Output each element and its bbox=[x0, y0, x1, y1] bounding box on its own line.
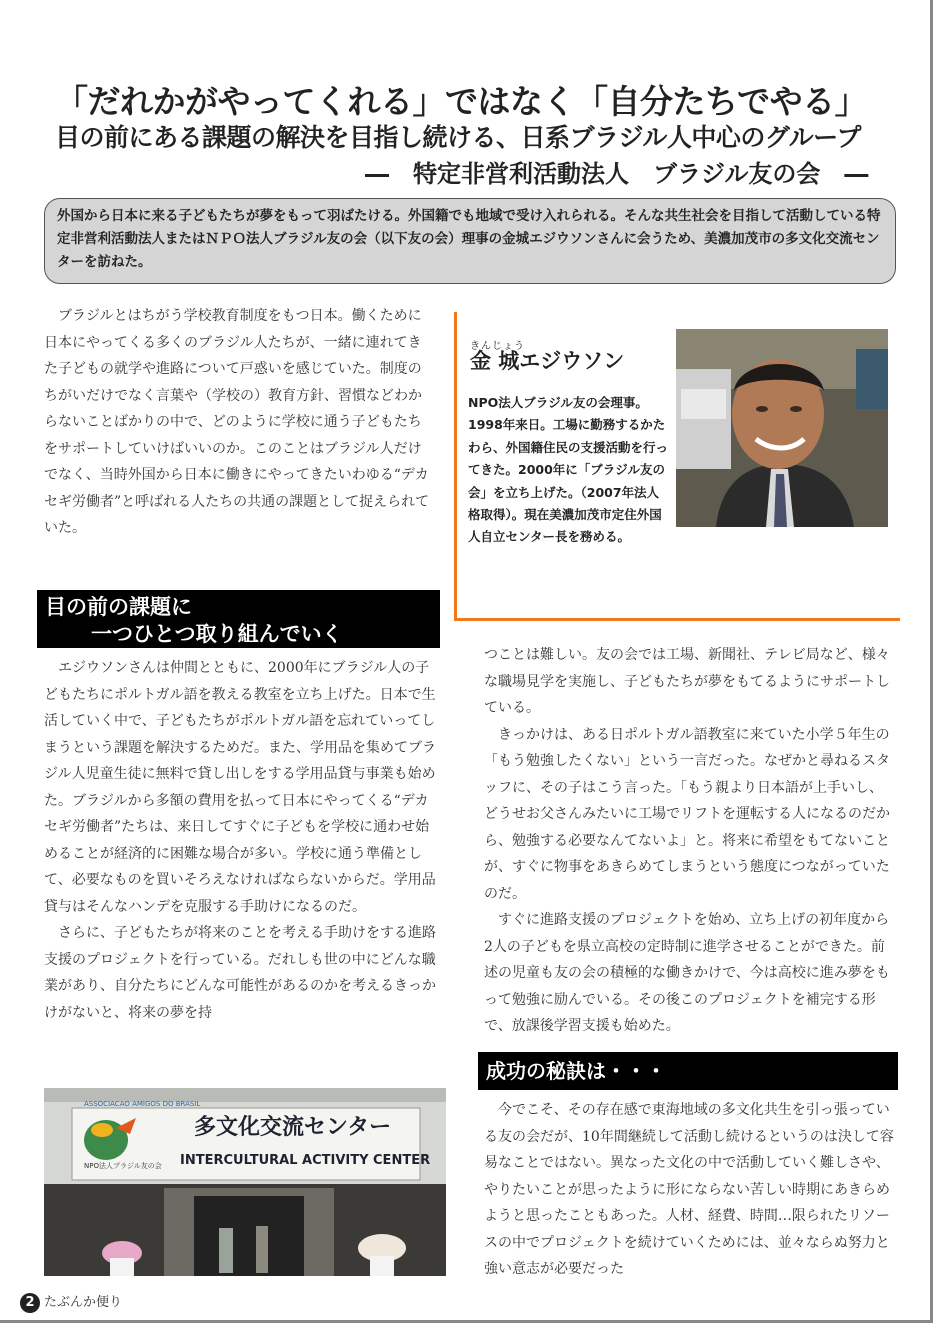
lead-box: 外国から日本に来る子どもたちが夢をもって羽ばたける。外国籍でも地域で受け入れられる。そんな共生社会を目指して活動している特定非営利活動法人またはＮＰＯ法人ブラジル友の会（以下友の会）理事の金城エジウソンさんに会うため、美濃加茂市の多文化交流センターを訪ねた。 bbox=[44, 198, 896, 284]
portrait-illustration bbox=[676, 329, 888, 527]
center-photo bbox=[44, 1088, 446, 1276]
intro-column bbox=[44, 303, 434, 542]
page-footer bbox=[20, 1291, 122, 1313]
sign-arc-text: ASSOCIACAO AMIGOS DO BRASIL bbox=[84, 1100, 201, 1108]
profile-divider-vertical bbox=[454, 312, 457, 620]
section-heading-line1: 目の前の課題に bbox=[45, 595, 192, 619]
center-illustration bbox=[44, 1088, 446, 1276]
profile-name: 金 城エジウソン bbox=[470, 349, 625, 373]
sign-sub-text: INTERCULTURAL ACTIVITY CENTER bbox=[180, 1153, 431, 1168]
paragraph: さらに、子どもたちが将来のことを考える手助けをする進路支援のプロジェクトを行っている。だれしも世の中にどんな職業があり、自分たちにどんな可能性があるのかを考えるきっかけがないと、将来の夢を持 bbox=[44, 925, 436, 1021]
sign-small-text: NPO法人ブラジル友の会 bbox=[84, 1162, 162, 1170]
paragraph: 今でこそ、その存在感で東海地域の多文化共生を引っ張っている友の会だが、10年間継続して活動し続けるというのは決して容易なことではない。異なった文化の中で活動していく難しさや、やりたいことが思ったように形にならない苦しい時期にあきらめようと思ったこともあった。人材、経費、時間…限られたリソースの中でプロジェクトを続けていくためには、並々ならぬ努力と強い意志が必要だった bbox=[484, 1102, 894, 1277]
organization-title: ― 特定非営利活動法人 ブラジル友の会 ― bbox=[365, 160, 869, 188]
paragraph: きっかけは、ある日ポルトガル語教室に来ていた小学５年生の「もう勉強したくない」という一言だった。なぜかと尋ねるスタッフに、その子はこう言った。「もう親より日本語が上手いし、どうせお父さんみたいに工場でリフトを運転する人になるのだから、勉強する必要なんてないよ」と。将来に希望をもてないことが、すぐに物事をあきらめてしまうという態度につながっていたのだ。 bbox=[484, 726, 890, 902]
portrait-photo bbox=[676, 329, 888, 527]
section-heading-secret: 成功の秘訣は・・・ bbox=[478, 1052, 898, 1090]
paragraph: エジウソンさんは仲間とともに、2000年にブラジル人の子どもたちにポルトガル語を教える教室を立ち上げた。日本で生活していく中で、子どもたちがポルトガル語を忘れていってしまうという課題を解決するためだ。また、学用品を集めてブラジル人児童生徒に無料で貸し出しをする学用品貸与事業も始めた。ブラジルから多額の費用を払って日本にやってくる“デカセギ労働者”たちは、来日してすぐに子どもを学校に通わせ始めることが経済的に困難な場合が多い。学校に通う準備として、必要なものを買いそろえなければならないからだ。学用品貸与はそんなハンデを克服する手助けになるのだ。 bbox=[44, 660, 436, 915]
publication-name: たぶんか便り bbox=[44, 1295, 123, 1310]
headline: 「だれかがやってくれる」ではなく「自分たちでやる」 bbox=[55, 82, 868, 121]
profile-name-ruby: きんじょう bbox=[470, 341, 525, 352]
paragraph: つことは難しい。友の会では工場、新聞社、テレビ局など、様々な職場見学を実施し、子どもたちが夢をもてるようにサポートしている。 bbox=[484, 647, 890, 716]
subheadline: 目の前にある課題の解決を目指し続ける、日系ブラジル人中心のグループ bbox=[55, 123, 861, 152]
section-heading-line2: 一つひとつ取り組んでいく bbox=[91, 622, 343, 646]
intro-paragraph: ブラジルとはちがう学校教育制度をもつ日本。働くために日本にやってくる多くのブラジル人たちが、一緒に連れてきた子どもの就学や進路について戸惑いを感じていた。制度のちがいだけでなく言葉や（学校の）教育方針、習慣などわからないことばかりの中で、どのように学校に通う子どもたちをサポートしていけばいいのか。このことはブラジル人だけでなく、当時外国から日本に働きにやってきたいわゆる“デカセギ労働者”と呼ばれる人たちの共通の課題として捉えられていた。 bbox=[44, 308, 430, 536]
section-heading-challenges bbox=[37, 590, 440, 648]
left-column bbox=[44, 655, 442, 1026]
paragraph: すぐに進路支援のプロジェクトを始め、立ち上げの初年度から2人の子どもを県立高校の定時制に進学させることができた。前述の児童も友の会の積極的な働きかけで、今は高校に進み夢をもって勉強に励んでいる。その後このプロジェクトを補完する形で、放課後学習支援も始めた。 bbox=[484, 912, 890, 1034]
sign-main-text: 多文化交流センター bbox=[194, 1115, 392, 1140]
page-number: 2 bbox=[20, 1293, 40, 1313]
profile-bio: NPO法人ブラジル友の会理事。1998年来日。工場に勤務するかたわら、外国籍住民の支援活動を行ってきた。2000年に「ブラジル友の会」を立ち上げた。（2007年法人格取得）。現在美濃加茂市定住外国人自立センター長を務める。 bbox=[468, 395, 669, 545]
profile-divider-horizontal bbox=[454, 618, 900, 621]
right-column bbox=[484, 642, 896, 1040]
right-column-lower bbox=[484, 1097, 896, 1283]
